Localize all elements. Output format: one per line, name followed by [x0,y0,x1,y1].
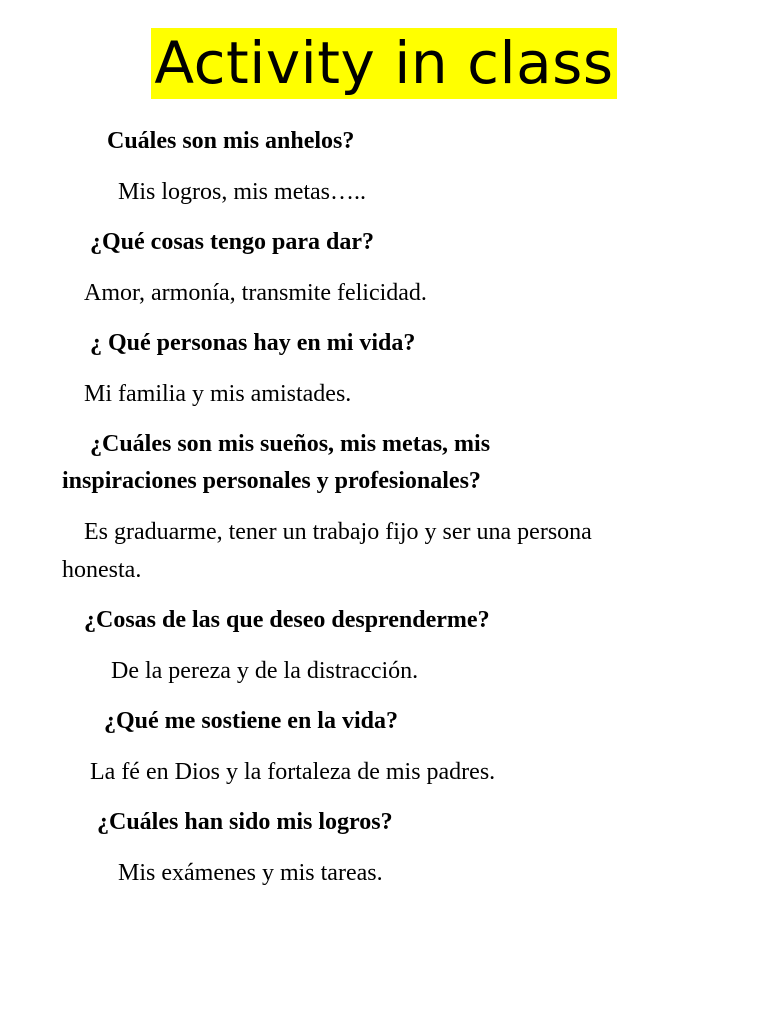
answer-2: Amor, armonía, transmite felicidad. [84,280,427,306]
answer-1: Mis logros, mis metas….. [118,179,367,205]
answer-3: Mi familia y mis amistades. [84,381,352,407]
title-container [0,28,768,99]
question-6: ¿Qué me sostiene en la vida? [104,708,398,734]
answer-7: Mis exámenes y mis tareas. [118,860,383,886]
question-4-line-1: ¿Cuáles son mis sueños, mis metas, mis [90,431,491,457]
question-3: ¿ Qué personas hay en mi vida? [90,330,416,356]
question-1: Cuáles son mis anhelos? [107,128,355,154]
answer-4-line-2: honesta. [62,557,142,583]
answer-6: La fé en Dios y la fortaleza de mis padres. [90,759,496,785]
answer-5: De la pereza y de la distracción. [111,658,419,684]
question-2: ¿Qué cosas tengo para dar? [90,229,374,255]
question-7: ¿Cuáles han sido mis logros? [97,809,393,835]
question-4-line-2: inspiraciones personales y profesionales? [62,468,481,494]
answer-4-line-1: Es graduarme, tener un trabajo fijo y ser una persona [84,519,592,545]
page-title: Activity in class [151,28,616,99]
question-5: ¿Cosas de las que deseo desprenderme? [84,607,490,633]
